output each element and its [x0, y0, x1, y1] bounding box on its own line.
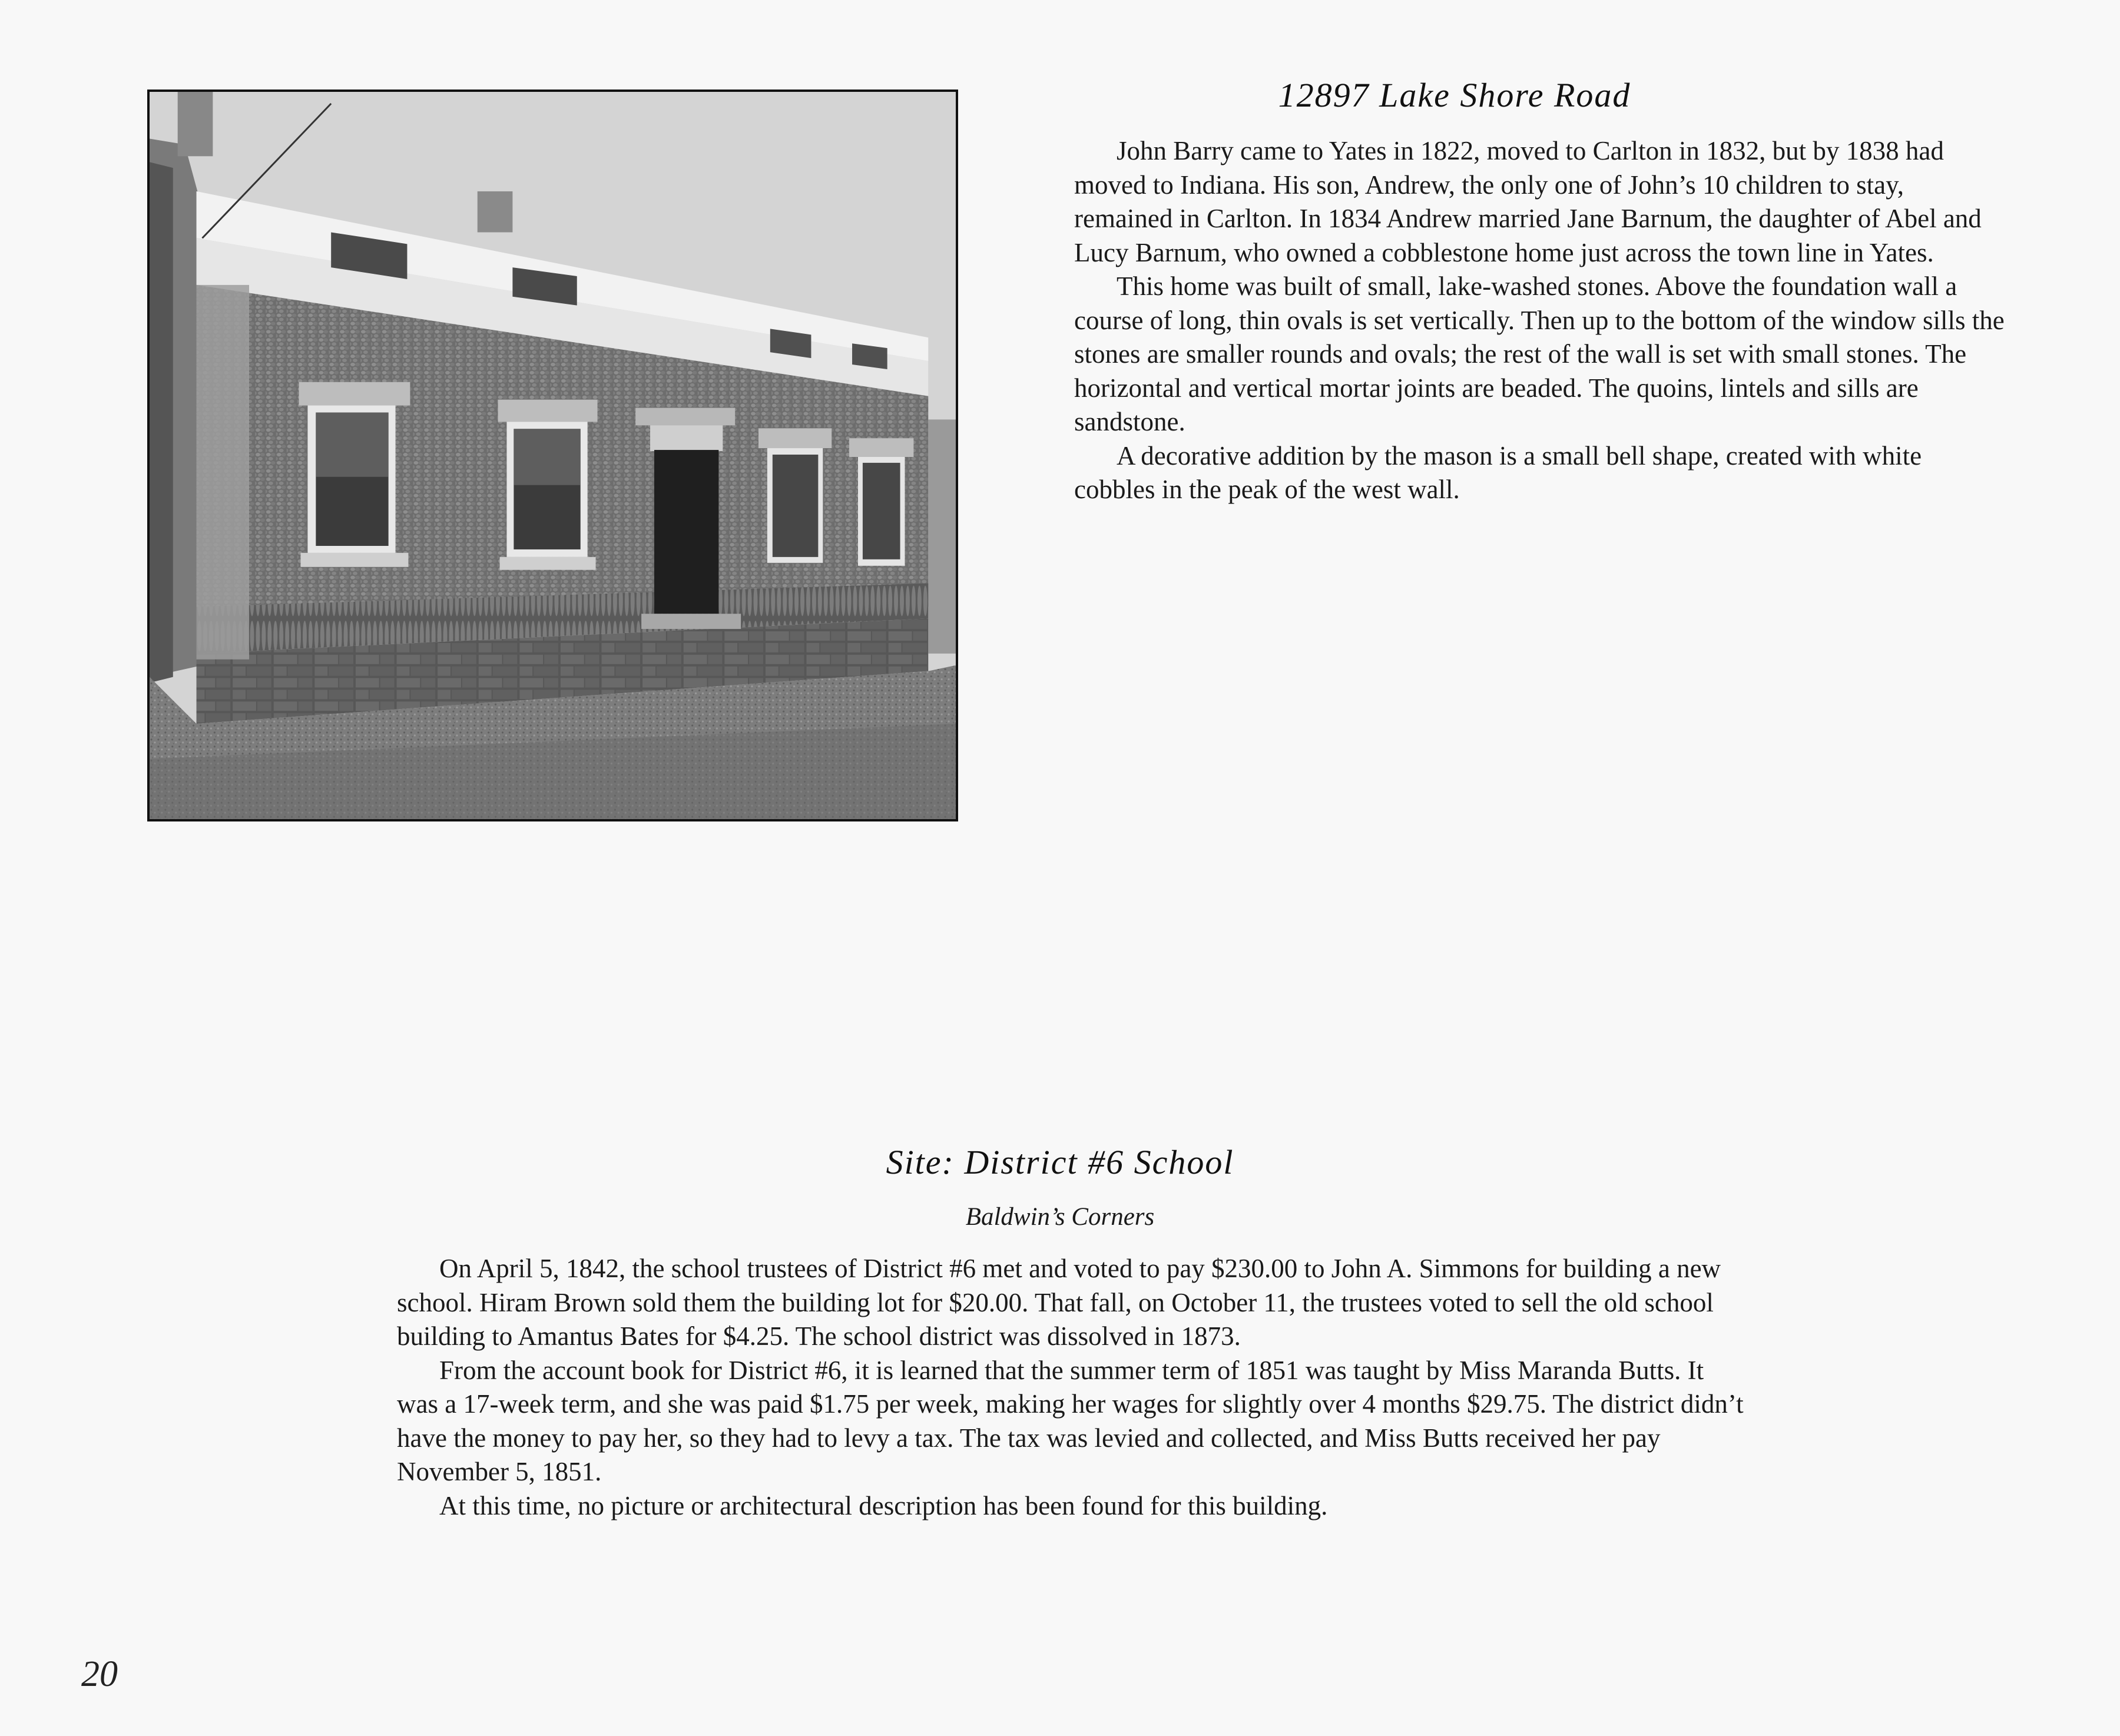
paragraph: On April 5, 1842, the school trustees of District #6 met and voted to pay $230.00 to John A. Simmons for building a new school. Hiram Brown sold them the building lot for $20.00. That fall, on October 11, the trustees voted to sell the old school building to Amantus Bates for $4.25. The school district was dissolved in 1873.: [397, 1254, 1721, 1351]
paragraph: This home was built of small, lake-washed stones. Above the foundation wall a course of long, thin ovals is set vertically. Then up to the bottom of the window sills the stones are smaller rounds and ovals; the rest of the wall is set with small stones. The horizontal and vertical mortar joints are beaded. The quoins, lintels and sills are sandstone.: [1074, 271, 2005, 436]
house-photo: [147, 90, 958, 821]
paragraph: John Barry came to Yates in 1822, moved to Carlton in 1832, but by 1838 had moved to Indiana. His son, Andrew, the only one of John’s 10 children to stay, remained in Carlton. In 1834 Andrew married Jane Barnum, the daughter of Abel and Lucy Barnum, who owned a cobblestone home just across the town line in Yates.: [1074, 136, 1982, 267]
paragraph: At this time, no picture or architectural description has been found for this building.: [439, 1490, 1328, 1520]
section-title: Site: District #6 School: [886, 1143, 1234, 1181]
section-title: 12897 Lake Shore Road: [1278, 76, 1631, 114]
page-number: 20: [81, 1654, 118, 1694]
section-subtitle: Baldwin’s Corners: [965, 1203, 1155, 1231]
section-body: [1074, 134, 2007, 507]
paragraph: From the account book for District #6, it is learned that the summer term of 1851 was taught by Miss Maranda Butts. It was a 17-week term, and she was paid $1.75 per week, making her wages for slightly over 4 months $29.75. The district didn’t have the money to pay her, so they had to levy a tax. The tax was levied and collected, and Miss Butts received her pay November 5, 1851.: [397, 1355, 1744, 1486]
section-body: [397, 1252, 1745, 1523]
paragraph: A decorative addition by the mason is a small bell shape, created with white cobbles in the peak of the west wall.: [1074, 440, 1922, 504]
